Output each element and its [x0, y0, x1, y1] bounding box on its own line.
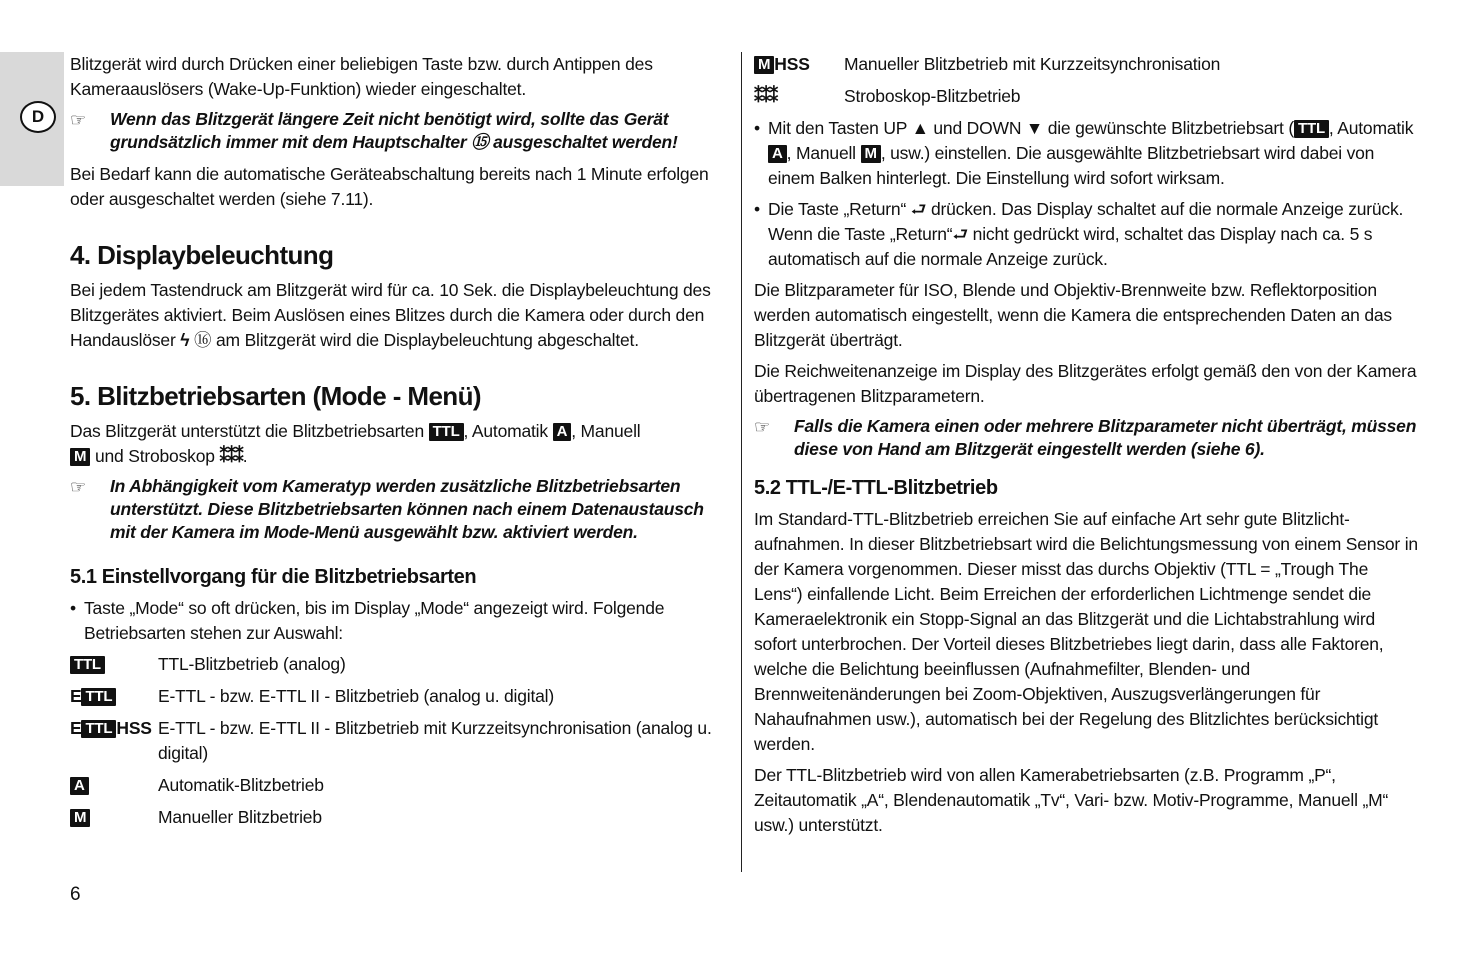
heading-display-lighting: 4. Displaybeleuchtung: [70, 240, 334, 270]
ttl-support-paragraph: Der TTL-Blitzbetrieb wird von allen Kamerabetriebsarten (z.B. Programm „P“, Zeitautomatik „A“, Blendenautomatik „Tv“, Vari- bzw. Motiv-Programme, Manuell „M“ usw.) unterstützt.: [754, 765, 1389, 835]
manual-icon: M: [70, 809, 90, 827]
hss-label: HSS: [116, 718, 152, 738]
heading-ttl-mode: 5.2 TTL-/E-TTL-Blitzbetrieb: [754, 477, 998, 499]
list-item: • Taste „Mode“ so oft drücken, bis im Display „Mode“ angezeigt wird. Folgende Betriebsarten stehen zur Auswahl:: [70, 598, 665, 643]
mode-row-ttl: TTL TTL-Blitzbetrieb (analog): [70, 652, 730, 677]
e-label: E: [70, 718, 82, 738]
circled-15-icon: ⑮: [471, 132, 489, 152]
list-item: • Mit den Tasten UP ▲ und DOWN ▼ die gewünschte Blitzbetriebsart ( TTL , Automatik A , Manuell M , usw.) einstellen. Die ausgewählte Blitzbetriebsart wird dabei von einem Balken hinterlegt. Die Einstellung wird sofort wirksam.: [754, 118, 1414, 188]
manual-icon: M: [861, 145, 881, 163]
range-paragraph: Die Reichweitenanzeige im Display des Blitzgerätes erfolgt gemäß den von der Kamera übertragenen Blitzparametern.: [754, 361, 1417, 406]
mode-row-ettl-hss: E TTL HSS E-TTL - bzw. E-TTL II - Blitzbetrieb mit Kurzzeitsynchronisation (analog u. digital): [70, 718, 712, 763]
auto-icon: A: [768, 145, 787, 163]
pointing-hand-icon: ☞: [70, 110, 86, 130]
intro-paragraph: Blitzgerät wird durch Drücken einer beliebigen Taste bzw. durch Antippen des Kameraauslösers (Wake-Up-Funktion) wieder eingeschaltet.: [70, 54, 653, 99]
ttl-icon: TTL: [81, 688, 116, 706]
heading-setting-procedure: 5.1 Einstellvorgang für die Blitzbetriebsarten: [70, 566, 477, 588]
left-column: [70, 52, 730, 837]
return-icon: ⮐: [952, 224, 968, 244]
note-text-end: ausgeschaltet werden!: [493, 132, 678, 152]
ttl-icon: TTL: [1294, 120, 1329, 138]
hss-label: HSS: [774, 54, 810, 74]
column-divider: [741, 52, 742, 872]
note-manual-params: [754, 415, 1419, 461]
ttl-icon: TTL: [81, 720, 116, 738]
bolt-icon: ϟ: [180, 330, 190, 350]
strobe-icon: ⁑⁑⁑: [219, 446, 243, 466]
auto-icon: A: [553, 423, 572, 441]
display-lighting-paragraph: Bei jedem Tastendruck am Blitzgerät wird für ca. 10 Sek. die Displaybeleuchtung des Blitzgerätes aktiviert. Beim Auslösen eines Blitzes durch die Kamera oder durch den Handauslöser ϟ ⑯ am Blitzgerät wird die Displaybeleuchtung abgeschaltet.: [70, 280, 711, 350]
auto-off-paragraph: Bei Bedarf kann die automatische Geräteabschaltung bereits nach 1 Minute erfolgen oder ausgeschaltet werden (siehe 7.11).: [70, 164, 709, 209]
page-number: 6: [70, 884, 81, 905]
list-item: • Die Taste „Return“ ⮐ drücken. Das Display schaltet auf die normale Anzeige zurück. Wenn die Taste „Return“⮐ nicht gedrückt wird, schaltet das Display nach ca. 5 s automatisch auf die normale Anzeige zurück.: [754, 199, 1404, 269]
mode-row-auto: A Automatik-Blitzbetrieb: [70, 773, 730, 798]
ttl-paragraph: Im Standard-TTL-Blitzbetrieb erreichen Sie auf einfache Art sehr gute Blitzlichtaufnahmen. In dieser Blitzbetriebsart wird die Belichtungsmessung von einem Sensor in der Kamera vorgenommen. Dieser misst das durchs Objektiv (TTL = „Trough The Lens“) einfallende Licht. Beim Erreichen der erforderlichen Lichtmenge sendet die Kameraelektronik ein Stopp-Signal an das Blitzgerät und die Lichtabstrahlung wird sofort unterbrochen. Der Vorteil dieses Blitzbetriebes liegt darin, dass alle Faktoren, welche die Belichtung beeinflussen (Aufnahmefilter, Blenden- und Brennweitenänderungen bei Zoom-Objektiven, Auszugsverlängerungen für Nahaufnahmen usw.), automatisch bei der Regelung des Blitzlichtes berücksichtigt werden.: [754, 509, 1418, 754]
mode-row-strobe: ⁑⁑⁑ Stroboskop-Blitzbetrieb: [754, 86, 1021, 106]
manual-icon: M: [70, 448, 90, 466]
note-text: Falls die Kamera einen oder mehrere Blitzparameter nicht überträgt, müssen diese von Hand am Blitzgerät eingestellt werden (siehe 6).: [794, 416, 1417, 459]
ttl-icon: TTL: [70, 656, 105, 674]
note-camera-type: [70, 475, 730, 544]
note-text: Wenn das Blitzgerät längere Zeit nicht benötigt wird, sollte das Gerät grundsätzlich immer mit dem Hauptschalter: [110, 109, 669, 152]
pointing-hand-icon: ☞: [754, 417, 770, 437]
note-mainswitch: [70, 108, 730, 154]
right-column: [754, 52, 1419, 844]
mode-row-ettl: E TTL E-TTL - bzw. E-TTL II - Blitzbetrieb (analog u. digital): [70, 686, 554, 706]
ttl-icon: TTL: [429, 423, 464, 441]
flash-modes-paragraph: Das Blitzgerät unterstützt die Blitzbetriebsarten TTL , Automatik A , Manuell M und Stroboskop ⁑⁑⁑.: [70, 421, 641, 466]
heading-flash-modes: 5. Blitzbetriebsarten (Mode - Menü): [70, 381, 481, 411]
manual-icon: M: [754, 56, 774, 74]
circled-16-icon: ⑯: [194, 330, 212, 350]
e-label: E: [70, 686, 82, 706]
note-text: In Abhängigkeit vom Kameratyp werden zusätzliche Blitzbetriebsarten unterstützt. Diese Blitzbetriebsarten können nach einem Datenaustausch mit der Kamera im Mode-Menü ausgewählt bzw. aktiviert werden.: [110, 476, 704, 542]
mode-row-manual-hss: M HSS Manueller Blitzbetrieb mit Kurzzeitsynchronisation: [754, 52, 1419, 77]
language-badge: D: [20, 101, 56, 133]
pointing-hand-icon: ☞: [70, 477, 86, 497]
parameters-paragraph: Die Blitzparameter für ISO, Blende und Objektiv-Brennweite bzw. Reflektorposition werden automatisch eingestellt, wenn die Kamera die entsprechenden Daten an das Blitzgerät überträgt.: [754, 280, 1392, 350]
strobe-icon: ⁑⁑⁑: [754, 86, 778, 106]
return-icon: ⮐: [910, 199, 927, 219]
mode-row-manual: M Manueller Blitzbetrieb: [70, 805, 730, 830]
auto-icon: A: [70, 777, 89, 795]
